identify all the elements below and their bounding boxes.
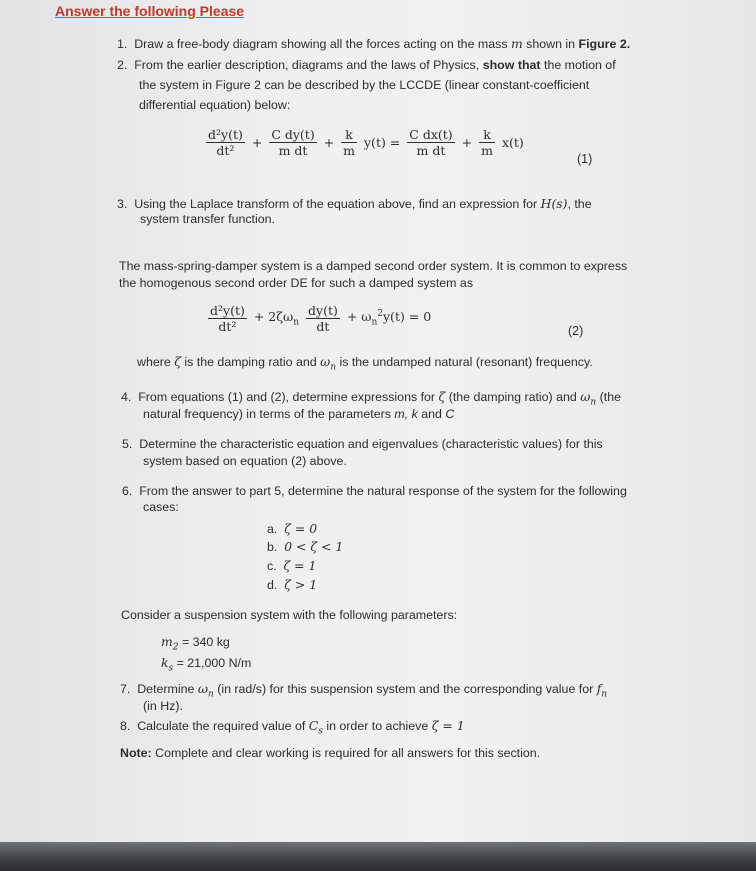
question-7: 7. Determine $\omega_n$ (in rad/s) for this suspension system and the corresponding value for $f_n$ (120, 681, 608, 700)
question-2-line-2: the system in Figure 2 can be described by the LCCDE (linear constant-coefficient (139, 78, 590, 92)
case-b: b. 0 < ζ < 1 (267, 539, 344, 554)
screen-bottom-edge (0, 842, 756, 871)
question-2: 2. From the earlier description, diagrams and the laws of Physics, show that the motion of (117, 58, 616, 72)
page-title: Answer the following Please (55, 3, 245, 19)
case-c: c. ζ = 1 (267, 558, 317, 573)
question-1: 1. Draw a free-body diagram showing all the forces acting on the mass m shown in Figure 2. (117, 36, 631, 51)
question-8: 8. Calculate the required value of $C_s$ in order to achieve ζ = 1 (120, 718, 465, 737)
question-number: 1. (117, 37, 128, 51)
case-d: d. ζ > 1 (267, 577, 318, 592)
equation-1-label: (1) (577, 152, 593, 166)
equation-2: $\frac{\text{d²y(t)}}{\text{dt²}}$ + $2\zeta\omega_n$ $\frac{dy(t)}{dt}$ + $\omega_n^2y(t) = 0$ (210, 303, 432, 334)
case-a: a. ζ = 0 (267, 521, 318, 536)
question-4: 4. From equations (1) and (2), determine expressions for ζ (the damping ratio) and $\omega_n$ (the (121, 389, 621, 408)
intro-line-1: The mass-spring-damper system is a damped second order system. It is common to express (119, 259, 628, 273)
suspension-intro: Consider a suspension system with the following parameters: (121, 608, 458, 622)
question-text: Draw a free-body diagram showing all the forces acting on the mass (134, 37, 508, 51)
note: Note: Complete and clear working is required for all answers for this section. (120, 746, 541, 760)
equation-1: $\frac{\text{d²y(t)}}{\text{dt²}}$ + $\frac{\text{C dy(t)}}{\text{m dt}}$ + $\frac{k}{m}$ y(t) = $\frac{\text{C dx(t)}}{\text{m dt}}$ + $\frac{k}{m}$ x(t) (208, 127, 524, 158)
equation-2-label: (2) (568, 324, 584, 338)
question-6: 6. From the answer to part 5, determine the natural response of the system for the following (122, 484, 627, 498)
question-number: 2. (117, 58, 128, 72)
question-2-line-3: differential equation) below: (139, 98, 291, 112)
param-ks: $k_s = 21,000$ N/m (161, 655, 252, 674)
question-5: 5. Determine the characteristic equation and eigenvalues (characteristic values) for this (122, 437, 603, 451)
question-7-line-2: (in Hz). (143, 699, 183, 713)
question-5-line-2: system based on equation (2) above. (143, 454, 347, 468)
intro-line-2: the homogenous second order DE for such a damped system as (119, 276, 474, 290)
param-m2: $m_2 = 340$ kg (161, 634, 230, 653)
where-line: where ζ is the damping ratio and $\omega_n$ is the undamped natural (resonant) frequency. (137, 354, 593, 373)
question-3: 3. Using the Laplace transform of the equation above, find an expression for H(s), the (117, 196, 592, 211)
question-6-line-2: cases: (143, 500, 179, 514)
question-3-line-2: system transfer function. (140, 212, 275, 226)
question-4-line-2: natural frequency) in terms of the parameters m, k and C (143, 407, 455, 421)
figure-reference: Figure 2. (578, 37, 631, 51)
